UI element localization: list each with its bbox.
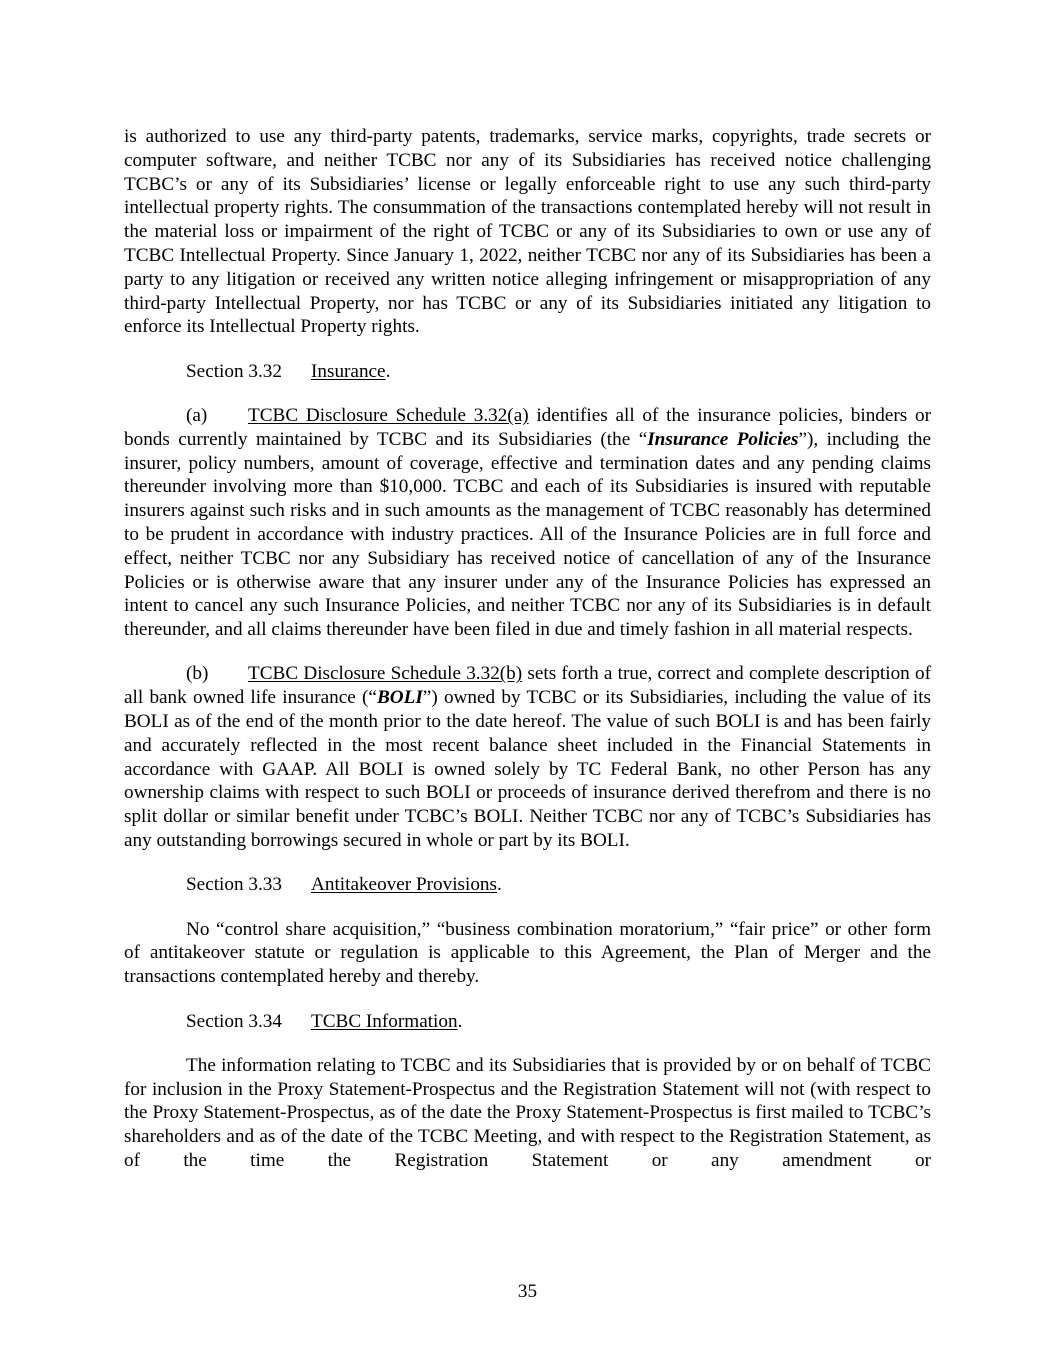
defined-term: BOLI	[376, 687, 423, 709]
section-3-32-a-paragraph	[124, 404, 931, 642]
section-title: Antitakeover Provisions	[311, 874, 497, 896]
continuation-paragraph: is authorized to use any third-party patents, trademarks, service marks, copyrights, trade secrets or computer software, and neither TCBC nor any of its Subsidiaries has received notice challenging TCBC’s or any of its Subsidiaries’ license or legally enforceable right to use any such third-party intellectual property rights. The consummation of the transactions contemplated hereby will not result in the material loss or impairment of the right of TCBC or any of its Subsidiaries to own or use any of TCBC Intellectual Property. Since January 1, 2022, neither TCBC nor any of its Subsidiaries has been a party to any litigation or received any written notice alleging infringement or misappropriation of any third-party Intellectual Property, nor has TCBC or any of its Subsidiaries initiated any litigation to enforce its Intellectual Property rights.	[124, 126, 931, 338]
defined-term: Insurance Policies	[647, 428, 799, 450]
paragraph-text: ”) owned by TCBC or its Subsidiaries, including the value of its BOLI as of the end of the month prior to the date hereof. The value of such BOLI is and has been fairly and accurately reflected in the most recent balance sheet included in the Financial Statements in accordance with GAAP. All BOLI is owned solely by TC Federal Bank, no other Person has any ownership claims with respect to such BOLI or proceeds of insurance derived therefrom and there is no split dollar or similar benefit under TCBC’s BOLI. Neither TCBC nor any of TCBC’s Subsidiaries has any outstanding borrowings secured in whole or part by its BOLI.	[124, 687, 932, 852]
section-number: Section 3.34	[186, 1010, 282, 1032]
schedule-reference: TCBC Disclosure Schedule 3.32(a)	[248, 404, 529, 426]
section-3-33-heading: Section 3.33 Antitakeover Provisions.	[186, 874, 502, 896]
section-3-34-heading: Section 3.34 TCBC Information.	[186, 1010, 463, 1032]
paragraph-letter: (b)	[186, 663, 209, 685]
section-number: Section 3.33	[186, 874, 282, 896]
section-title: TCBC Information	[311, 1010, 458, 1032]
section-3-33-body: No “control share acquisition,” “business combination moratorium,” “fair price” or other form of antitakeover statute or regulation is applicable to this Agreement, the Plan of Merger and the transactions contemplated hereby and thereby.	[124, 918, 931, 988]
section-3-32-heading: Section 3.32 Insurance.	[186, 360, 391, 382]
schedule-reference: TCBC Disclosure Schedule 3.32(b)	[248, 663, 523, 685]
section-3-34-body: The information relating to TCBC and its Subsidiaries that is provided by or on behalf of TCBC for inclusion in the Proxy Statement-Prospectus and the Registration Statement will not (with respect to the Proxy Statement-Prospectus, as of the date the Proxy Statement-Prospectus is first mailed to TCBC’s shareholders and as of the date of the TCBC Meeting, and with respect to the Registration Statement, as of the time the Registration Statement or any amendment or	[124, 1054, 931, 1171]
paragraph-text: ”), including the insurer, policy numbers, amount of coverage, effective and termination dates and any pending claims thereunder involving more than $10,000. TCBC and each of its Subsidiaries is insured with reputable insurers against such risks and in such amounts as the management of TCBC reasonably has determined to be prudent in accordance with industry practices. All of the Insurance Policies are in full force and effect, neither TCBC nor any Subsidiary has received notice of cancellation of any of the Insurance Policies or is otherwise aware that any insurer under any of the Insurance Policies has expressed an intent to cancel any such Insurance Policies, and neither TCBC nor any of its Subsidiaries is in default thereunder, and all claims thereunder have been filed in due and timely fashion in all material respects.	[124, 428, 932, 641]
section-number: Section 3.32	[186, 360, 282, 382]
section-title: Insurance	[311, 360, 386, 382]
page-number: 35	[517, 1281, 538, 1302]
section-3-32-b-paragraph	[124, 662, 931, 852]
document-page	[124, 125, 931, 1173]
paragraph-text: sets forth a true, correct and complete description of all bank owned life insurance (“	[124, 663, 931, 709]
paragraph-text: identifies all of the insurance policies, binders or bonds currently maintained by TCBC and its Subsidiaries (the “	[124, 404, 931, 450]
paragraph-letter: (a)	[186, 404, 208, 426]
